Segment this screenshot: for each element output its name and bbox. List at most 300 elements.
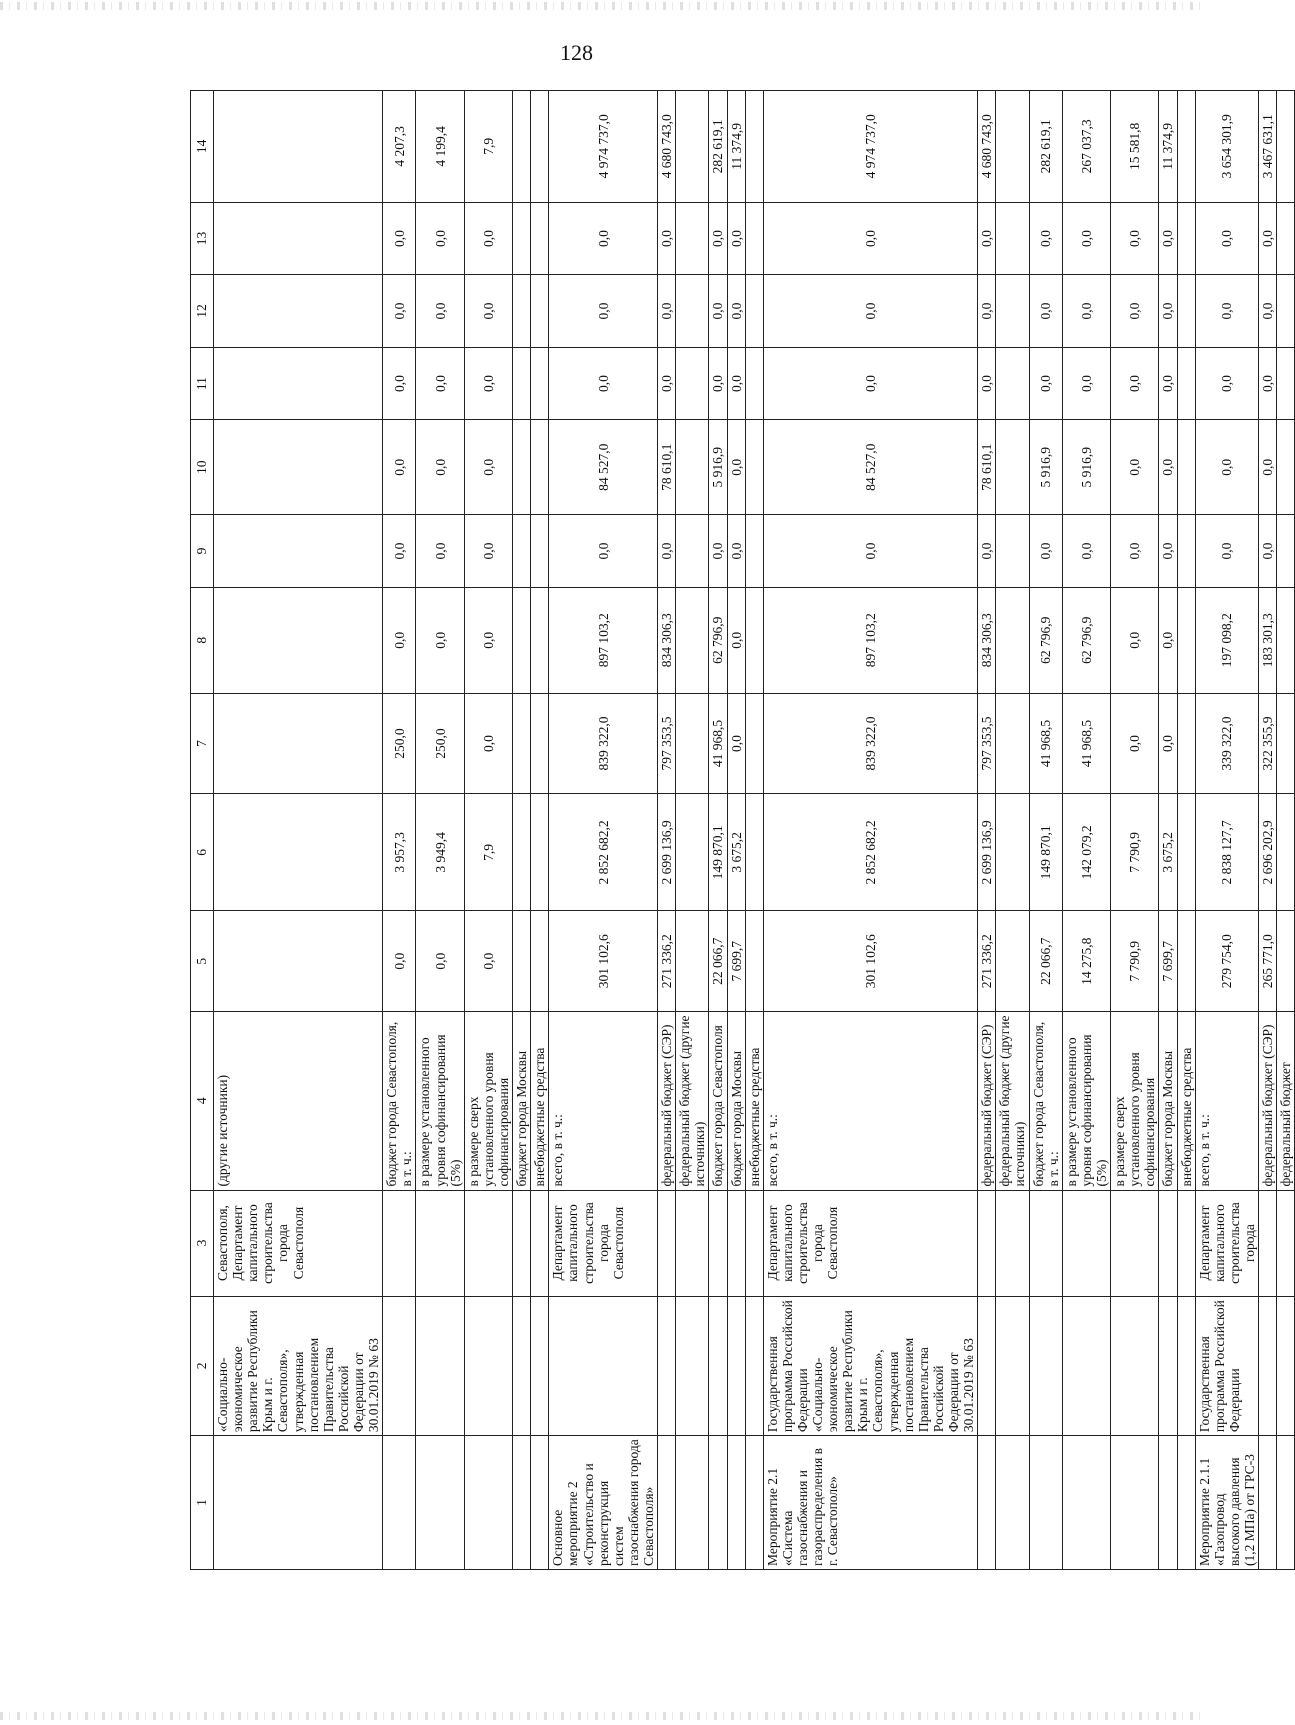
table-cell — [745, 587, 763, 693]
table-cell: 267 037,3 — [1062, 91, 1110, 203]
table-cell: 4 680 743,0 — [658, 91, 676, 203]
table-cell: 0,0 — [658, 515, 676, 588]
table-cell: 3 957,3 — [383, 794, 416, 911]
table-cell: 0,0 — [1062, 347, 1110, 420]
table-row — [1177, 91, 1195, 1570]
table-cell: 7 790,9 — [1111, 911, 1159, 1011]
table-cell — [1062, 1190, 1110, 1296]
table-cell — [727, 1296, 745, 1436]
table-cell: 0,0 — [464, 420, 512, 515]
table-cell — [1277, 91, 1295, 203]
table-cell: федеральный бюджет — [1277, 1011, 1295, 1190]
table-cell: федеральный бюджет (СЭР) — [658, 1011, 676, 1190]
table-cell: 797 353,5 — [658, 693, 676, 793]
column-header: 8 — [191, 587, 214, 693]
table-cell: внебюджетные средства — [1177, 1011, 1195, 1190]
table-cell — [1177, 420, 1195, 515]
table-cell: в размере установленного уровня софинансирования (5%) — [1062, 1011, 1110, 1190]
table-cell — [1259, 1436, 1277, 1570]
table-cell — [383, 1436, 416, 1570]
table-cell — [676, 911, 709, 1011]
table-cell: бюджет города Москвы — [1159, 1011, 1177, 1190]
table-cell: 0,0 — [658, 202, 676, 275]
table-cell: 2 852 682,2 — [549, 794, 658, 911]
table-cell: 250,0 — [416, 693, 464, 793]
table-row — [978, 91, 996, 1570]
table-cell: 0,0 — [727, 515, 745, 588]
table-row — [996, 91, 1029, 1570]
table-cell: 22 066,7 — [1029, 911, 1062, 1011]
table-cell — [996, 794, 1029, 911]
table-cell — [745, 202, 763, 275]
table-cell — [1277, 1436, 1295, 1570]
table-cell: бюджет города Севастополя, в т. ч.: — [1029, 1011, 1062, 1190]
table-cell — [513, 1436, 531, 1570]
column-header: 1 — [191, 1436, 214, 1570]
table-cell — [745, 911, 763, 1011]
table-cell — [676, 1296, 709, 1436]
table-cell — [745, 275, 763, 348]
table-cell: федеральный бюджет (СЭР) — [978, 1011, 996, 1190]
table-cell: 0,0 — [1111, 420, 1159, 515]
table-cell — [214, 420, 383, 515]
table-cell — [658, 1190, 676, 1296]
table-cell: 0,0 — [709, 202, 727, 275]
table-cell — [1259, 1190, 1277, 1296]
table-cell: Государственная программа Российской Федерации «Социально-экономическое развитие Республики Крым и г. Севастополя», утвержденная постановлением Правительства Российской Федерации от 30.01.2019 № 63 — [763, 1296, 978, 1436]
table-cell — [513, 911, 531, 1011]
table-cell: 0,0 — [727, 693, 745, 793]
table-cell: 22 066,7 — [709, 911, 727, 1011]
table-cell — [1259, 1296, 1277, 1436]
table-cell — [416, 1190, 464, 1296]
table-cell: 7 699,7 — [1159, 911, 1177, 1011]
table-cell — [513, 794, 531, 911]
table-cell — [214, 794, 383, 911]
table-cell: 78 610,1 — [978, 420, 996, 515]
table-cell: 11 374,9 — [727, 91, 745, 203]
table-cell: 0,0 — [727, 420, 745, 515]
table-cell — [531, 1190, 549, 1296]
table-cell: 5 916,9 — [1062, 420, 1110, 515]
table-cell: федеральный бюджет (другие источники) — [676, 1011, 709, 1190]
table-cell: 15 581,8 — [1111, 91, 1159, 203]
table-cell: внебюджетные средства — [745, 1011, 763, 1190]
table-cell: 62 796,9 — [1029, 587, 1062, 693]
table-cell: федеральный бюджет (СЭР) — [1259, 1011, 1277, 1190]
table-cell: «Социально-экономическое развитие Республики Крым и г. Севастополя», утвержденная постановлением Правительства Российской Федерации от 30.01.2019 № 63 — [214, 1296, 383, 1436]
table-cell: 7,9 — [464, 91, 512, 203]
table-cell — [745, 1190, 763, 1296]
table-cell — [996, 911, 1029, 1011]
table-row — [676, 91, 709, 1570]
table-cell — [214, 275, 383, 348]
table-row — [1062, 91, 1110, 1570]
table-cell: 0,0 — [383, 420, 416, 515]
table-cell: 2 838 127,7 — [1195, 794, 1258, 911]
table-cell — [549, 1296, 658, 1436]
table-cell: 0,0 — [416, 347, 464, 420]
table-cell — [745, 91, 763, 203]
table-cell — [676, 202, 709, 275]
table-cell — [416, 1436, 464, 1570]
table-cell: 0,0 — [464, 275, 512, 348]
table-cell: 0,0 — [1159, 420, 1177, 515]
table-cell — [1159, 1296, 1177, 1436]
table-cell: 41 968,5 — [709, 693, 727, 793]
table-cell — [531, 911, 549, 1011]
table-cell: 0,0 — [549, 202, 658, 275]
table-cell — [513, 275, 531, 348]
table-cell — [383, 1296, 416, 1436]
table-cell: 0,0 — [416, 202, 464, 275]
table-cell — [1029, 1296, 1062, 1436]
header-row — [191, 91, 214, 1570]
table-cell — [1277, 587, 1295, 693]
table-cell: 62 796,9 — [709, 587, 727, 693]
table-cell: 839 322,0 — [763, 693, 978, 793]
table-cell: 0,0 — [1195, 202, 1258, 275]
table-cell — [1177, 1296, 1195, 1436]
table-cell: 897 103,2 — [763, 587, 978, 693]
table-cell — [996, 515, 1029, 588]
table-cell: Мероприятие 2.1.1 «Газопровод высокого давления (1,2 МПа) от ГРС-3 — [1195, 1436, 1258, 1570]
table-cell: 0,0 — [709, 515, 727, 588]
table-row — [727, 91, 745, 1570]
table-row — [1111, 91, 1159, 1570]
table-cell: 0,0 — [1259, 347, 1277, 420]
table-cell: 3 467 631,1 — [1259, 91, 1277, 203]
table-cell — [1062, 1436, 1110, 1570]
column-header: 5 — [191, 911, 214, 1011]
column-header: 13 — [191, 202, 214, 275]
table-cell: 2 696 202,9 — [1259, 794, 1277, 911]
table-cell — [531, 91, 549, 203]
table-cell: 0,0 — [709, 275, 727, 348]
table-cell — [996, 420, 1029, 515]
table-cell: 839 322,0 — [549, 693, 658, 793]
table-cell: 78 610,1 — [658, 420, 676, 515]
table-cell — [1029, 1436, 1062, 1570]
table-cell: 0,0 — [1062, 202, 1110, 275]
column-header: 12 — [191, 275, 214, 348]
table-cell — [531, 794, 549, 911]
column-header: 2 — [191, 1296, 214, 1436]
table-cell: 4 199,4 — [416, 91, 464, 203]
table-cell — [727, 1436, 745, 1570]
table-cell: Государственная программа Российской Федерации — [1195, 1296, 1258, 1436]
table-cell: 0,0 — [383, 587, 416, 693]
table-cell — [676, 1190, 709, 1296]
table-cell — [531, 275, 549, 348]
scan-noise-top — [0, 2, 1200, 10]
table-cell: 0,0 — [416, 515, 464, 588]
table-cell — [383, 1190, 416, 1296]
table-cell — [513, 515, 531, 588]
table-cell: федеральный бюджет (другие источники) — [996, 1011, 1029, 1190]
table-cell: 0,0 — [416, 275, 464, 348]
table-cell — [1177, 587, 1195, 693]
table-cell: бюджет города Севастополя, в т. ч.: — [383, 1011, 416, 1190]
table-cell: 0,0 — [1111, 202, 1159, 275]
page-number: 128 — [560, 40, 593, 65]
table-cell: 4 207,3 — [383, 91, 416, 203]
table-row — [383, 91, 416, 1570]
table-cell — [531, 1296, 549, 1436]
table-cell — [676, 1436, 709, 1570]
table-cell — [658, 1436, 676, 1570]
table-cell: 0,0 — [1111, 515, 1159, 588]
table-cell — [978, 1436, 996, 1570]
table-cell — [1111, 1296, 1159, 1436]
table-cell — [1177, 347, 1195, 420]
table-cell: 0,0 — [1259, 515, 1277, 588]
table-cell: 0,0 — [1195, 275, 1258, 348]
table-cell: 3 675,2 — [1159, 794, 1177, 911]
table-cell: бюджет города Москвы — [727, 1011, 745, 1190]
table-cell — [676, 515, 709, 588]
table-cell: 0,0 — [727, 202, 745, 275]
table-cell — [1277, 1296, 1295, 1436]
table-cell: 41 968,5 — [1029, 693, 1062, 793]
rotated-table-wrapper — [190, 90, 1294, 1570]
table-row — [531, 91, 549, 1570]
table-cell — [531, 347, 549, 420]
table-cell — [745, 420, 763, 515]
table-cell: 14 275,8 — [1062, 911, 1110, 1011]
table-cell — [464, 1296, 512, 1436]
table-cell: Департамент капитального строительства города Севастополя — [763, 1190, 978, 1296]
table-cell — [1277, 347, 1295, 420]
table-cell: 271 336,2 — [978, 911, 996, 1011]
table-cell: 271 336,2 — [658, 911, 676, 1011]
table-cell: 0,0 — [1111, 347, 1159, 420]
table-cell: 0,0 — [727, 275, 745, 348]
table-cell: 0,0 — [464, 347, 512, 420]
table-cell: 0,0 — [978, 347, 996, 420]
table-cell: 834 306,3 — [658, 587, 676, 693]
table-cell: всего, в т. ч.: — [549, 1011, 658, 1190]
table-cell — [513, 587, 531, 693]
table-cell — [745, 1296, 763, 1436]
table-cell: 183 301,3 — [1259, 587, 1277, 693]
table-cell — [996, 91, 1029, 203]
table-cell — [745, 794, 763, 911]
table-cell: 149 870,1 — [709, 794, 727, 911]
table-row — [745, 91, 763, 1570]
table-cell: Севастополя, Департамент капитального строительства города Севастополя — [214, 1190, 383, 1296]
table-cell: 41 968,5 — [1062, 693, 1110, 793]
table-cell: 0,0 — [383, 347, 416, 420]
table-cell: 0,0 — [658, 275, 676, 348]
table-cell: 0,0 — [1195, 420, 1258, 515]
table-cell: 0,0 — [978, 202, 996, 275]
table-row — [1259, 91, 1277, 1570]
table-cell — [1177, 911, 1195, 1011]
table-cell: 0,0 — [464, 693, 512, 793]
table-cell: 0,0 — [549, 515, 658, 588]
table-cell: 0,0 — [416, 420, 464, 515]
table-cell: 0,0 — [1259, 275, 1277, 348]
table-cell: 84 527,0 — [763, 420, 978, 515]
table-cell — [1159, 1436, 1177, 1570]
table-cell: 0,0 — [549, 347, 658, 420]
table-cell: 0,0 — [1029, 202, 1062, 275]
table-cell — [1277, 275, 1295, 348]
table-cell: 301 102,6 — [549, 911, 658, 1011]
table-cell — [1029, 1190, 1062, 1296]
table-row — [214, 91, 383, 1570]
table-cell: 0,0 — [416, 587, 464, 693]
table-cell — [464, 1190, 512, 1296]
table-cell: 322 355,9 — [1259, 693, 1277, 793]
table-cell: 0,0 — [763, 202, 978, 275]
table-cell — [214, 515, 383, 588]
table-cell: 149 870,1 — [1029, 794, 1062, 911]
table-cell — [996, 1190, 1029, 1296]
table-cell — [513, 420, 531, 515]
table-cell — [1111, 1190, 1159, 1296]
table-row — [1195, 91, 1258, 1570]
table-cell — [531, 587, 549, 693]
table-cell — [214, 911, 383, 1011]
table-cell — [1177, 275, 1195, 348]
table-cell — [1177, 794, 1195, 911]
table-cell: 0,0 — [1159, 347, 1177, 420]
table-cell: 5 916,9 — [1029, 420, 1062, 515]
table-cell — [214, 91, 383, 203]
table-cell: 7,9 — [464, 794, 512, 911]
table-cell — [676, 587, 709, 693]
table-cell: 301 102,6 — [763, 911, 978, 1011]
table-cell: 197 098,2 — [1195, 587, 1258, 693]
table-cell: 0,0 — [464, 911, 512, 1011]
table-cell: 0,0 — [727, 587, 745, 693]
table-cell — [1177, 202, 1195, 275]
table-cell: 0,0 — [1195, 515, 1258, 588]
table-cell: бюджет города Севастополя — [709, 1011, 727, 1190]
table-cell: всего, в т. ч.: — [1195, 1011, 1258, 1190]
table-cell — [1177, 515, 1195, 588]
table-row — [763, 91, 978, 1570]
table-cell — [1277, 1190, 1295, 1296]
table-row — [1277, 91, 1295, 1570]
table-cell: 339 322,0 — [1195, 693, 1258, 793]
table-row — [513, 91, 531, 1570]
table-cell: 0,0 — [1159, 587, 1177, 693]
column-header: 4 — [191, 1011, 214, 1190]
column-header: 9 — [191, 515, 214, 588]
table-cell: 0,0 — [1159, 515, 1177, 588]
table-cell: 897 103,2 — [549, 587, 658, 693]
table-cell: 2 852 682,2 — [763, 794, 978, 911]
table-cell — [214, 202, 383, 275]
table-cell: 0,0 — [416, 911, 464, 1011]
table-cell — [531, 1436, 549, 1570]
table-cell: 62 796,9 — [1062, 587, 1110, 693]
table-cell — [658, 1296, 676, 1436]
table-cell: в размере сверх установленного уровня софинансирования — [1111, 1011, 1159, 1190]
table-cell: Основное мероприятие 2 «Строительство и реконструкция систем газоснабжения города Севастополя» — [549, 1436, 658, 1570]
table-cell — [1177, 1190, 1195, 1296]
table-cell: 3 675,2 — [727, 794, 745, 911]
table-cell: 0,0 — [1062, 275, 1110, 348]
table-cell — [996, 587, 1029, 693]
table-cell: 0,0 — [383, 275, 416, 348]
table-cell: 4 974 737,0 — [763, 91, 978, 203]
table-cell: 265 771,0 — [1259, 911, 1277, 1011]
table-cell: 0,0 — [1159, 693, 1177, 793]
table-cell: 0,0 — [727, 347, 745, 420]
table-cell — [513, 1296, 531, 1436]
table-cell: 0,0 — [464, 515, 512, 588]
table-cell — [996, 202, 1029, 275]
table-cell: 0,0 — [383, 515, 416, 588]
table-cell: 11 374,9 — [1159, 91, 1177, 203]
table-cell: 0,0 — [383, 202, 416, 275]
table-cell — [676, 275, 709, 348]
table-cell: Департамент капитального строительства города — [1195, 1190, 1258, 1296]
table-cell: 282 619,1 — [709, 91, 727, 203]
table-cell: 279 754,0 — [1195, 911, 1258, 1011]
table-cell: 0,0 — [1111, 275, 1159, 348]
table-cell — [214, 587, 383, 693]
table-cell — [531, 420, 549, 515]
table-cell: 0,0 — [763, 275, 978, 348]
table-cell: 0,0 — [1159, 275, 1177, 348]
table-row — [464, 91, 512, 1570]
table-cell: (другие источники) — [214, 1011, 383, 1190]
table-cell: 3 949,4 — [416, 794, 464, 911]
table-row — [1159, 91, 1177, 1570]
table-cell: 0,0 — [763, 515, 978, 588]
column-header: 6 — [191, 794, 214, 911]
table-cell — [531, 515, 549, 588]
table-cell: 7 790,9 — [1111, 794, 1159, 911]
scan-noise-bottom — [0, 1712, 1200, 1720]
table-row — [1029, 91, 1062, 1570]
table-cell — [214, 1436, 383, 1570]
table-cell — [1177, 693, 1195, 793]
table-cell: 4 680 743,0 — [978, 91, 996, 203]
table-cell — [727, 1190, 745, 1296]
table-cell — [996, 347, 1029, 420]
table-row — [416, 91, 464, 1570]
table-cell — [513, 693, 531, 793]
table-cell: 84 527,0 — [549, 420, 658, 515]
table-cell — [1111, 1436, 1159, 1570]
table-cell — [1177, 1436, 1195, 1570]
table-cell: 0,0 — [464, 202, 512, 275]
table-cell — [709, 1190, 727, 1296]
table-cell: 2 699 136,9 — [658, 794, 676, 911]
column-header: 3 — [191, 1190, 214, 1296]
table-cell: Мероприятие 2.1 «Система газоснабжения и газораспределения в г. Севастополе» — [763, 1436, 978, 1570]
table-cell: внебюджетные средства — [531, 1011, 549, 1190]
table-cell: 0,0 — [1259, 420, 1277, 515]
column-header: 10 — [191, 420, 214, 515]
table-cell: 0,0 — [464, 587, 512, 693]
table-cell — [1277, 515, 1295, 588]
table-cell: 834 306,3 — [978, 587, 996, 693]
table-cell: 3 654 301,9 — [1195, 91, 1258, 203]
table-cell — [1277, 911, 1295, 1011]
column-header: 14 — [191, 91, 214, 203]
table-cell — [709, 1436, 727, 1570]
table-cell: 4 974 737,0 — [549, 91, 658, 203]
table-cell: 0,0 — [709, 347, 727, 420]
table-cell — [531, 202, 549, 275]
